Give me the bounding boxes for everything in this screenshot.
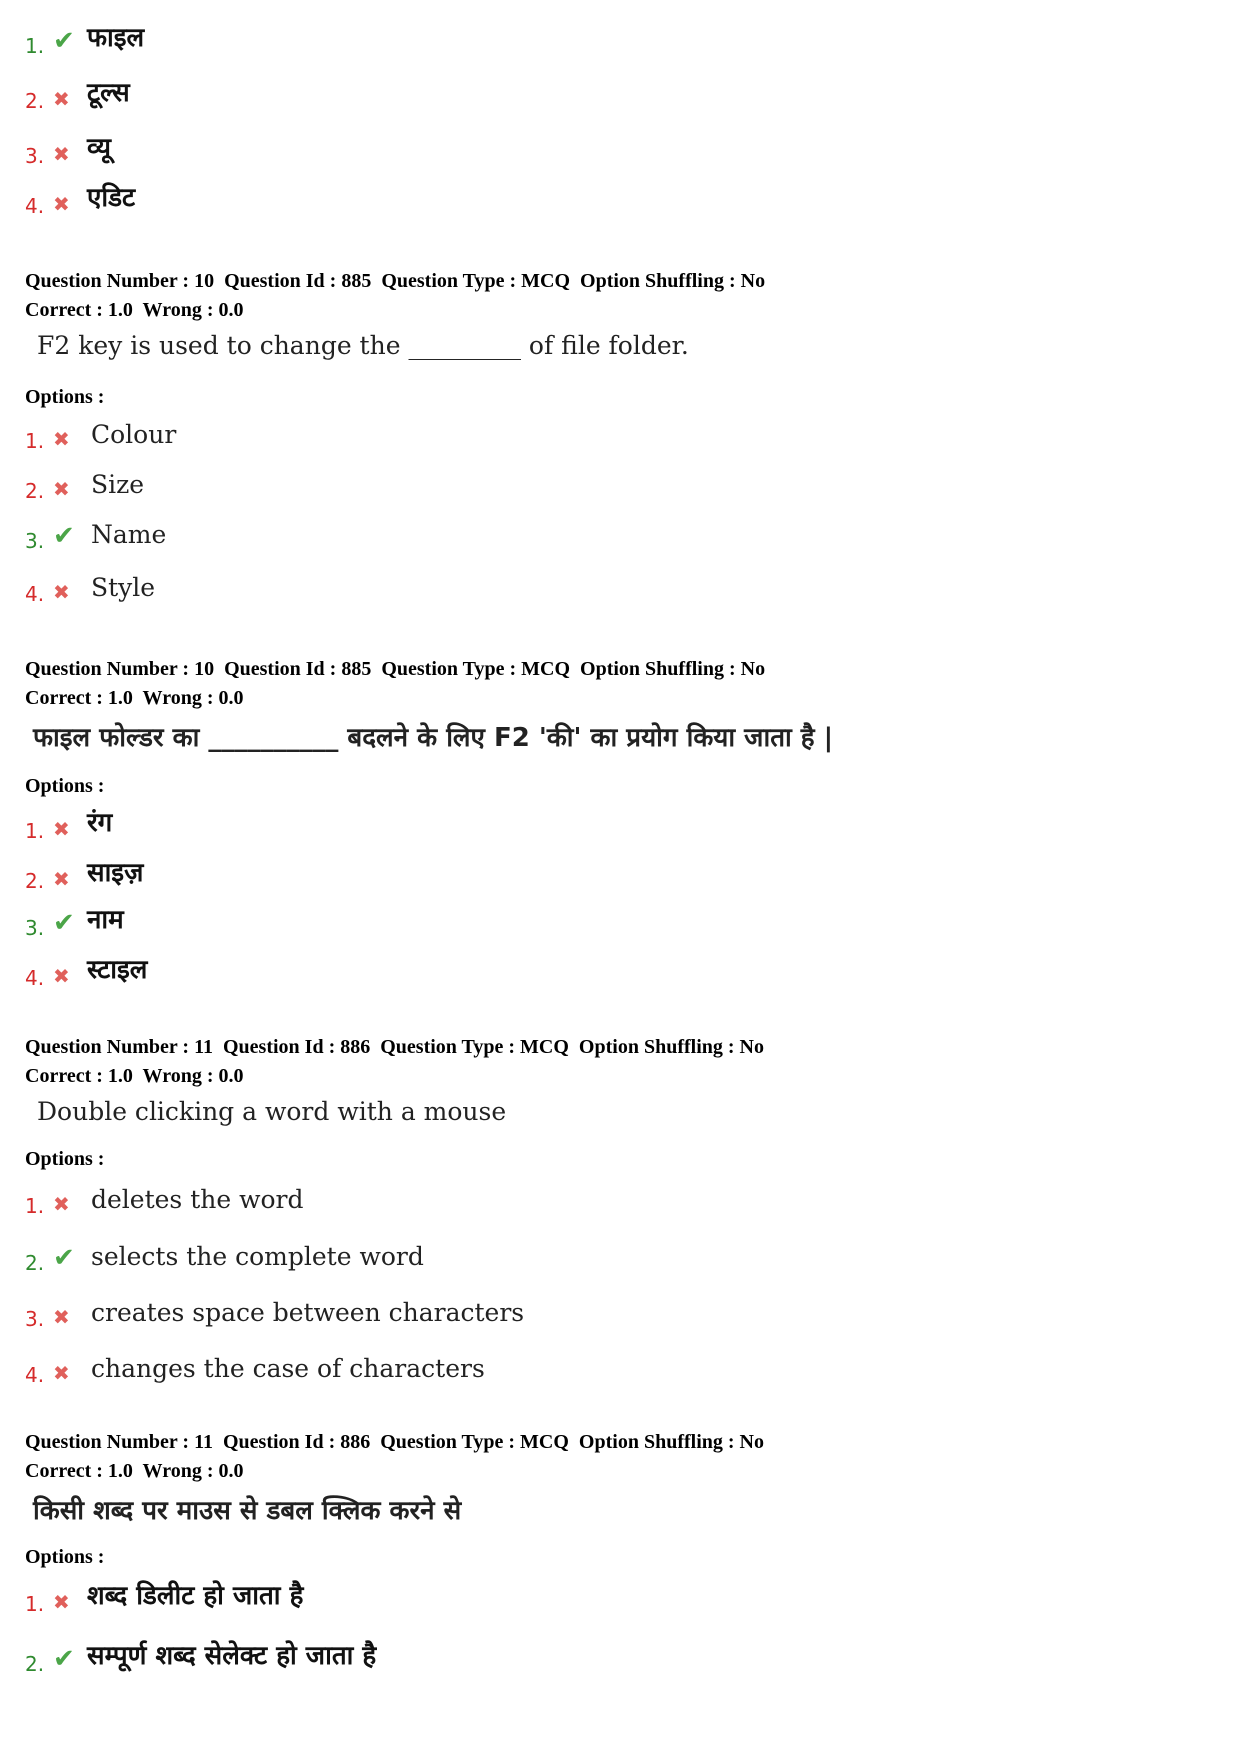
option-number: 4. (25, 966, 45, 990)
options-label: Options : (25, 386, 105, 408)
option-number: 2. (25, 479, 45, 503)
option-item (25, 515, 725, 555)
question-header (25, 655, 1215, 713)
check-icon: ✔ (53, 908, 75, 938)
cross-icon: ✖ (53, 867, 70, 891)
options-label: Options : (25, 1148, 105, 1170)
option-text: शब्द डिलीट हो जाता है (87, 1581, 304, 1611)
cross-icon: ✖ (53, 817, 70, 841)
option-number: 4. (25, 582, 45, 606)
option-item (25, 1578, 725, 1618)
question-text: Double clicking a word with a mouse (37, 1097, 507, 1126)
check-icon: ✔ (53, 26, 75, 56)
option-item (25, 1638, 725, 1678)
cross-icon: ✖ (53, 142, 70, 166)
question-header (25, 1428, 1215, 1486)
option-item (25, 20, 725, 60)
option-text: selects the complete word (91, 1242, 424, 1271)
option-number: 1. (25, 1592, 45, 1616)
cross-icon: ✖ (53, 192, 70, 216)
option-number: 3. (25, 529, 45, 553)
option-number: 3. (25, 144, 45, 168)
option-number: 3. (25, 916, 45, 940)
option-item (25, 568, 725, 608)
cross-icon: ✖ (53, 580, 70, 604)
cross-icon: ✖ (53, 1192, 70, 1216)
cross-icon: ✖ (53, 477, 70, 501)
option-text: सम्पूर्ण शब्द सेलेक्ट हो जाता है (87, 1641, 377, 1671)
option-item (25, 130, 725, 170)
option-text: एडिट (87, 183, 136, 213)
option-number: 2. (25, 1652, 45, 1676)
question-meta: Question Number : 11 Question Id : 886 Question Type : MCQ Option Shuffling : No (25, 1431, 764, 1453)
question-text: F2 key is used to change the _________ of file folder. (37, 331, 689, 360)
option-number: 1. (25, 34, 45, 58)
option-text: नाम (87, 905, 124, 935)
marks-meta: Correct : 1.0 Wrong : 0.0 (25, 1460, 244, 1482)
option-text: स्टाइल (87, 955, 148, 985)
option-item (25, 465, 725, 505)
check-icon: ✔ (53, 1243, 75, 1273)
option-text: Colour (91, 420, 177, 449)
cross-icon: ✖ (53, 1590, 70, 1614)
marks-meta: Correct : 1.0 Wrong : 0.0 (25, 299, 244, 321)
options-label: Options : (25, 775, 105, 797)
option-text: रंग (87, 808, 113, 838)
option-text: फाइल (87, 23, 145, 53)
option-text: Name (91, 520, 167, 549)
question-text: फाइल फोल्डर का __________ बदलने के लिए F2 'की' का प्रयोग किया जाता है | (33, 723, 834, 753)
cross-icon: ✖ (53, 87, 70, 111)
option-item (25, 1293, 725, 1333)
question-meta: Question Number : 10 Question Id : 885 Question Type : MCQ Option Shuffling : No (25, 658, 766, 680)
option-text: टूल्स (87, 78, 130, 108)
option-item (25, 1237, 725, 1277)
option-item (25, 952, 725, 992)
option-item (25, 75, 725, 115)
question-header (25, 1033, 1215, 1091)
option-number: 1. (25, 1194, 45, 1218)
option-text: creates space between characters (91, 1298, 525, 1327)
option-number: 2. (25, 1251, 45, 1275)
check-icon: ✔ (53, 1644, 75, 1674)
option-text: साइज़ (87, 858, 144, 888)
option-item (25, 855, 725, 895)
question-text: किसी शब्द पर माउस से डबल क्लिक करने से (33, 1496, 462, 1526)
marks-meta: Correct : 1.0 Wrong : 0.0 (25, 1065, 244, 1087)
cross-icon: ✖ (53, 964, 70, 988)
options-label: Options : (25, 1546, 105, 1568)
marks-meta: Correct : 1.0 Wrong : 0.0 (25, 687, 244, 709)
option-item (25, 1180, 725, 1220)
option-text: deletes the word (91, 1185, 304, 1214)
question-meta: Question Number : 10 Question Id : 885 Question Type : MCQ Option Shuffling : No (25, 270, 766, 292)
option-text: Size (91, 470, 145, 499)
option-number: 3. (25, 1307, 45, 1331)
cross-icon: ✖ (53, 1361, 70, 1385)
option-number: 1. (25, 429, 45, 453)
option-item (25, 1349, 725, 1389)
option-text: Style (91, 573, 156, 602)
option-number: 4. (25, 194, 45, 218)
cross-icon: ✖ (53, 1305, 70, 1329)
option-number: 4. (25, 1363, 45, 1387)
check-icon: ✔ (53, 521, 75, 551)
cross-icon: ✖ (53, 427, 70, 451)
question-meta: Question Number : 11 Question Id : 886 Question Type : MCQ Option Shuffling : No (25, 1036, 764, 1058)
option-item (25, 902, 725, 942)
option-text: changes the case of characters (91, 1354, 485, 1383)
option-item (25, 805, 725, 845)
option-number: 1. (25, 819, 45, 843)
option-item (25, 180, 725, 220)
option-item (25, 415, 725, 455)
option-text: व्यू (87, 133, 111, 163)
option-number: 2. (25, 89, 45, 113)
option-number: 2. (25, 869, 45, 893)
question-header (25, 267, 1215, 325)
